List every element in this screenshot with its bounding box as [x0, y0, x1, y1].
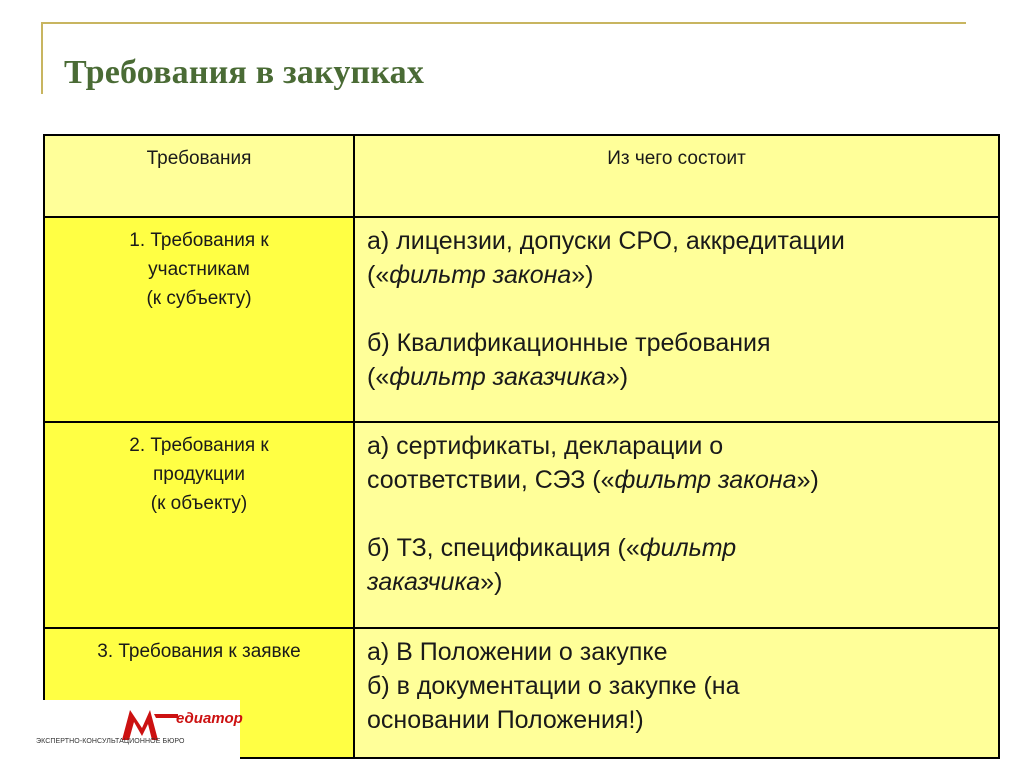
- logo-m-icon: [120, 706, 180, 742]
- item-a-text: а) сертификаты, декларации о: [367, 432, 724, 460]
- mediator-logo: [0, 700, 243, 768]
- requirement-line: 1. Требования к: [129, 230, 269, 251]
- table-row: [44, 422, 999, 628]
- requirement-line: (к объекту): [150, 493, 248, 514]
- composition-cell-participants: [354, 217, 999, 422]
- item-b-filter-em2: заказчика: [367, 568, 481, 596]
- logo-subtitle: ЭКСПЕРТНО-КОНСУЛЬТАЦИОННОЕ БЮРО: [36, 738, 185, 745]
- requirement-line: продукции: [152, 464, 245, 485]
- requirement-line: 2. Требования к: [129, 435, 269, 456]
- item-line: а) В Положении о закупке: [367, 638, 668, 666]
- decorative-vertical-line: [41, 22, 43, 94]
- requirement-line: участникам: [148, 259, 250, 280]
- item-a-text: а) лицензии, допуски СРО, аккредитации: [367, 227, 845, 255]
- item-b-filter-em: фильтр заказчика: [389, 363, 606, 391]
- item-b-text: б) Квалификационные требования: [367, 329, 771, 357]
- logo-name: едиатор: [176, 710, 243, 727]
- item-a-filter-em: фильтр закона: [614, 466, 797, 494]
- slide-title: Требования в закупках: [64, 54, 425, 91]
- table-row: [44, 217, 999, 422]
- header-requirements: Требования: [44, 135, 354, 217]
- requirement-cell-products: [44, 422, 354, 628]
- table-header-row: [44, 135, 999, 217]
- requirements-table: [43, 134, 1000, 759]
- item-line: б) в документации о закупке (на: [367, 672, 740, 700]
- item-a-filter-em: фильтр закона: [389, 261, 572, 289]
- item-b-filter: заказчика»): [367, 568, 503, 596]
- item-line: основании Положения!): [367, 706, 644, 734]
- composition-cell-products: [354, 422, 999, 628]
- item-a-filter: соответствии, СЭЗ («фильтр закона»): [367, 466, 819, 494]
- requirement-cell-participants: [44, 217, 354, 422]
- header-composition: Из чего состоит: [354, 135, 999, 217]
- requirement-line: 3. Требования к заявке: [97, 641, 301, 662]
- requirement-line: (к субъекту): [146, 288, 252, 309]
- item-b-text: б) ТЗ, спецификация («фильтр: [367, 534, 737, 562]
- item-b-filter-em: фильтр: [639, 534, 737, 562]
- decorative-horizontal-line: [41, 22, 966, 24]
- composition-cell-application: [354, 628, 999, 758]
- item-b-filter: («фильтр заказчика»): [367, 363, 629, 391]
- item-a-filter: («фильтр закона»): [367, 261, 594, 289]
